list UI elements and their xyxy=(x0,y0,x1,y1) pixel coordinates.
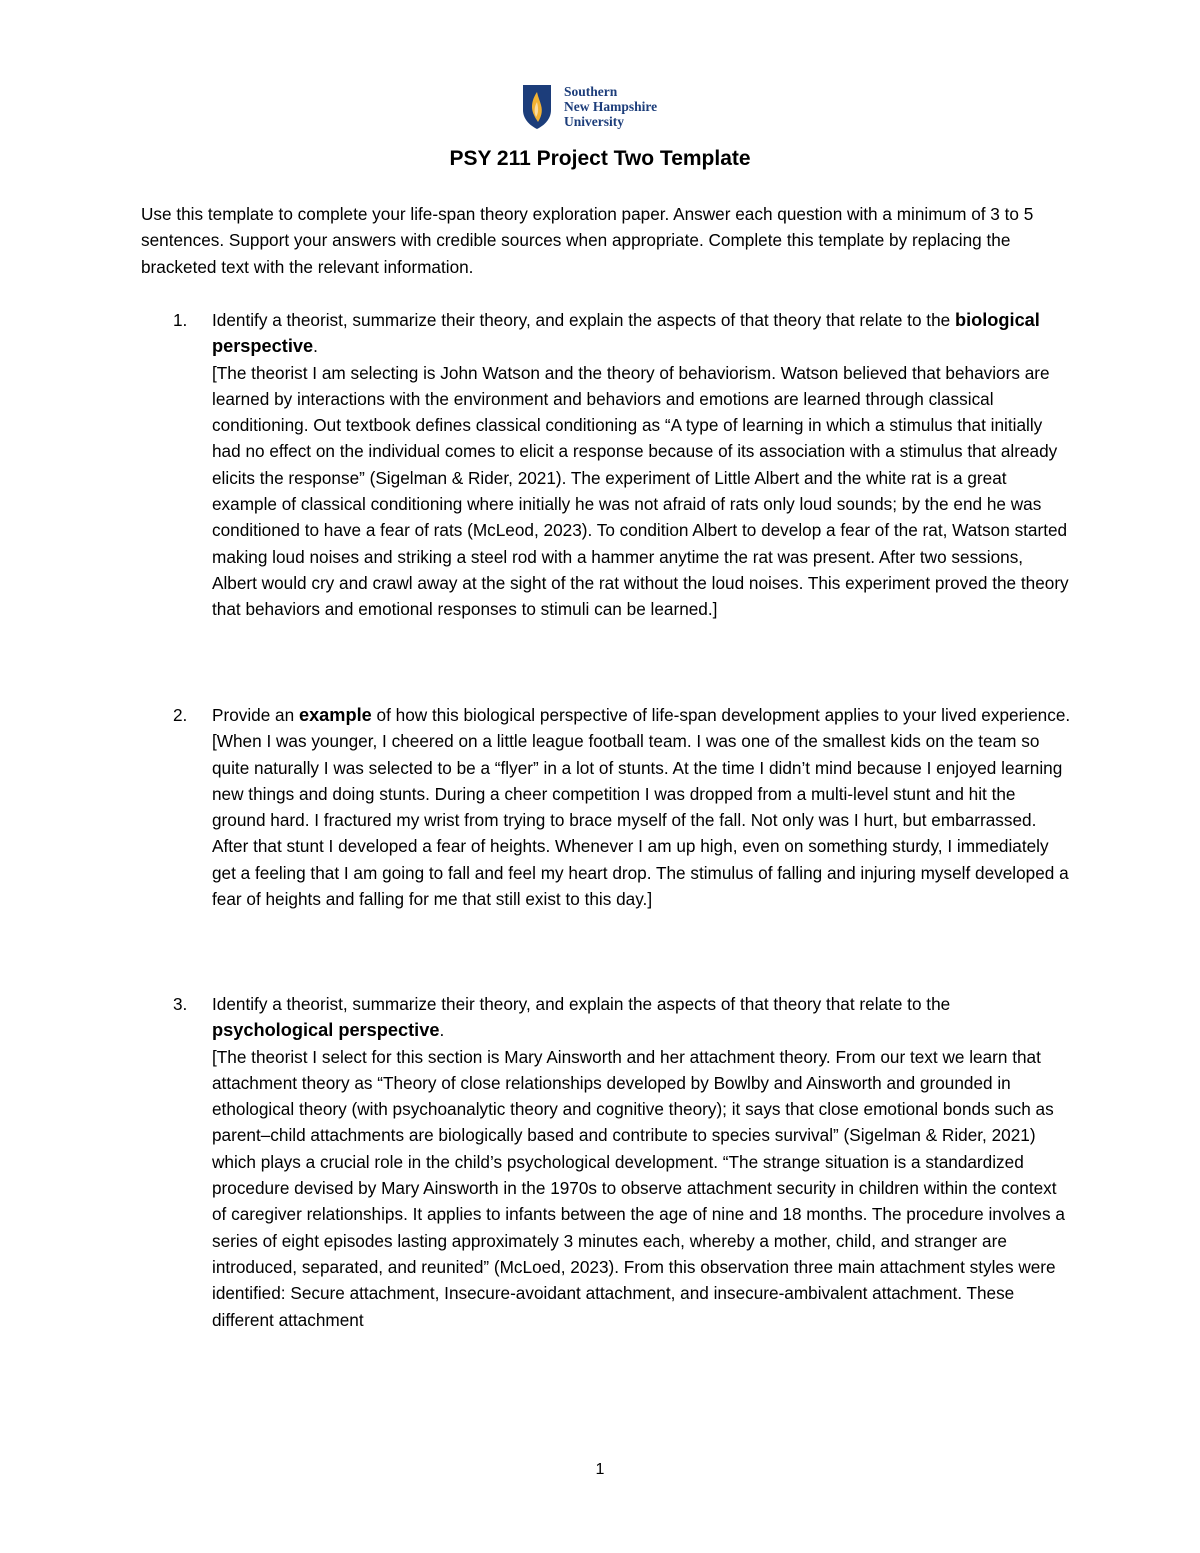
question-number: 1. xyxy=(173,310,188,330)
question-prompt: Provide an xyxy=(212,705,299,725)
question-item-1 xyxy=(141,307,1071,623)
prompt-suffix: . xyxy=(439,1020,445,1041)
answer-text: [The theorist I select for this section is Mary Ainsworth and her attachment theory. From our text we learn that attachment theory as “Theory of close relationships developed by Bowlby and Ainsworth and grounded in ethological theory (with psychoanalytic theory and cognitive theory); it says that close emotional bonds such as parent–child attachments are biologically based and contribute to species survival” (Sigelman & Rider, 2021) which plays a crucial role in the child’s psychological development. “The strange situation is a standardized procedure devised by Mary Ainsworth in the 1970s to observe attachment security in children within the context of caregiver relationships. It applies to infants between the age of nine and 18 months. The procedure involves a series of eight episodes lasting approximately 3 minutes each, whereby a mother, child, and stranger are introduced, separated, and reunited” (McLoed, 2023). From this observation three main attachment styles were identified: Secure attachment, Insecure-avoidant attachment, and insecure-ambivalent attachment. These different attachment xyxy=(212,1046,1065,1330)
page-number: 1 xyxy=(595,1461,605,1478)
prompt-suffix: of how this biological perspective of life-span development applies to your lived experience. xyxy=(371,705,1071,725)
shield-flame-icon xyxy=(522,84,552,130)
question-body xyxy=(212,991,1071,1333)
question-prompt: Identify a theorist, summarize their theory, and explain the aspects of that theory that relate to the xyxy=(212,994,951,1014)
question-item-3 xyxy=(141,991,1071,1333)
question-prompt: Identify a theorist, summarize their theory, and explain the aspects of that theory that relate to the xyxy=(212,310,955,330)
university-logo xyxy=(522,84,657,132)
question-body xyxy=(212,702,1071,912)
answer-text: [The theorist I am selecting is John Watson and the theory of behaviorism. Watson believed that behaviors are learned by interactions with the environment and behaviors and emotions are learned through classical conditioning. Out textbook defines classical conditioning as “A type of learning in which a stimulus that initially had no effect on the individual comes to elicit a response because of its association with a stimulus that already elicits the response” (Sigelman & Rider, 2021). The experiment of Little Albert and the white rat is a great example of classical conditioning where initially he was not afraid of rats only loud sounds; by the end he was conditioned to have a fear of rats (McLeod, 2023). To condition Albert to develop a fear of the rat, Watson started making loud noises and striking a steel rod with a hammer anytime the rat was present. After two sessions, Albert would cry and crawl away at the sight of the rat without the loud noises. This experiment proved the theory that behaviors and emotional responses to stimuli can be learned.] xyxy=(212,362,1069,620)
document-title: PSY 211 Project Two Template xyxy=(449,147,751,170)
question-number: 2. xyxy=(173,705,188,725)
logo-wordmark xyxy=(564,84,657,129)
logo-line-1: Southern xyxy=(564,84,618,99)
prompt-emphasis: psychological perspective xyxy=(212,1020,440,1041)
prompt-emphasis: example xyxy=(298,705,372,725)
question-item-2 xyxy=(141,702,1071,912)
logo-line-3: University xyxy=(564,114,624,129)
prompt-emphasis: biological perspective xyxy=(212,310,1040,357)
answer-text: [When I was younger, I cheered on a little league football team. I was one of the smallest kids on the team so quite naturally I was selected to be a “flyer” in a lot of stunts. At the time I didn’t mind because I enjoyed learning new things and doing stunts. During a cheer competition I was dropped from a multi-level stunt and hit the ground hard. I fractured my wrist from trying to brace myself of the fall. Not only was I hurt, but embarrassed. After that stunt I developed a fear of heights. Whenever I am up high, even on something sturdy, I immediately get a feeling that I am going to fall and feel my heart drop. The stimulus of falling and injuring myself developed a fear of heights and falling for me that still exist to this day.] xyxy=(212,731,1069,910)
question-number: 3. xyxy=(173,994,188,1014)
question-body xyxy=(212,307,1071,623)
logo-line-2: New Hampshire xyxy=(564,99,658,114)
prompt-suffix: . xyxy=(313,336,318,357)
intro-paragraph: Use this template to complete your life-span theory exploration paper. Answer each question with a minimum of 3 to 5 sentences. Support your answers with credible sources when appropriate. Complete this template by replacing the bracketed text with the relevant information. xyxy=(141,204,1034,277)
